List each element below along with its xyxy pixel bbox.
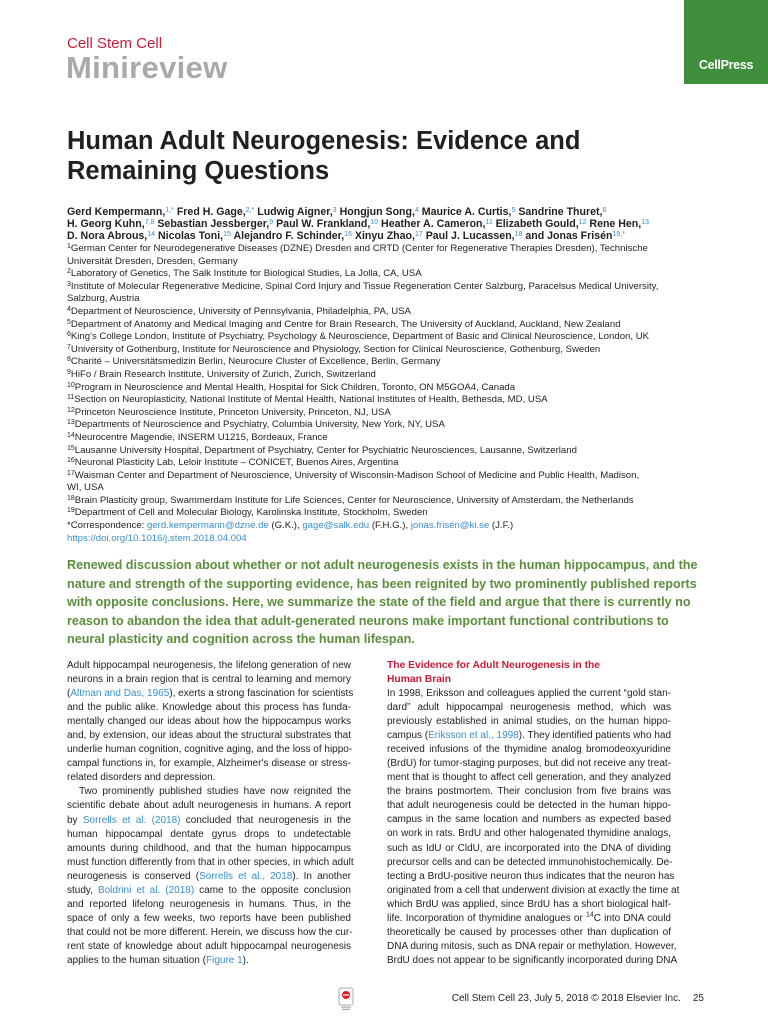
text-line	[67, 785, 351, 799]
author-name: Alejandro F. Schinder,	[230, 230, 345, 242]
author-affiliation-ref[interactable]: 18	[514, 231, 523, 238]
text-run: originated from a cell that underwent division at exactly the time at	[387, 884, 680, 896]
text-run: neurons in a brain region that is central to learning and memory	[67, 674, 351, 686]
text-run: rent state of knowledge about adult hippocampal neurogenesis	[67, 940, 351, 952]
affiliation	[67, 331, 707, 344]
affiliation	[67, 394, 707, 407]
text-run: theoretically be caused by processes other than duplication of	[387, 926, 671, 938]
author-affiliation-ref[interactable]: 5	[511, 207, 516, 214]
correspondence-initials: (G.K.),	[268, 520, 303, 532]
text-line	[67, 898, 351, 912]
body-paragraph	[67, 785, 354, 968]
text-line	[67, 771, 351, 785]
section-heading-line: The Evidence for Adult Neurogenesis in the	[387, 660, 601, 671]
text-line	[387, 687, 671, 701]
affiliation	[67, 432, 707, 445]
text-run: life. Incorporation of thymidine analogues or	[387, 912, 586, 924]
text-line	[387, 729, 671, 743]
affiliation-text: Section on Neuroplasticity, National Institute of Mental Health, National Institutes of Health, Bethesda, MD, USA	[74, 394, 548, 406]
affiliation-number: 15	[67, 444, 75, 452]
author-affiliation-ref[interactable]: 17	[414, 231, 423, 238]
correspondence-label: *Correspondence:	[67, 520, 147, 532]
text-line	[67, 842, 351, 856]
text-run: C into DNA could	[593, 912, 671, 924]
text-line	[387, 940, 677, 954]
author-affiliation-ref[interactable]: 2,*	[245, 207, 255, 214]
affiliation-number: 16	[67, 457, 75, 465]
text-run: which BrdU was applied, since BrdU has a short biological half-	[387, 898, 671, 910]
affiliation-text: King's College London, Institute of Psychiatry, Psychology & Neuroscience, Department of Basic and Clinical Neuroscience, London, UK	[70, 331, 650, 343]
text-run: the brains postmortem. Their conclusion from five brains was	[387, 786, 671, 798]
text-run: concluded that neurogenesis in the	[180, 814, 352, 826]
author-line	[67, 218, 707, 230]
text-run: campus in the same location and numbers as expected based	[387, 814, 671, 826]
text-run: ).	[242, 954, 249, 966]
citation-link[interactable]: Sorrells et al., 2018	[199, 870, 293, 882]
affiliation-number: 14	[67, 431, 75, 439]
text-line	[387, 701, 671, 715]
text-run: ), exerts a strong fascination for scientists	[169, 688, 354, 700]
text-run: previously established in animal studies, on the human hippo-	[387, 716, 671, 728]
text-run: received infusions of the thymidine analog bromodeoxyuridine	[387, 744, 671, 756]
affiliation	[67, 293, 707, 306]
email-link[interactable]: gerd.kempermann@dzne.de	[147, 520, 269, 532]
text-run: underlie human cognition, cognitive aging, and the loss of hippo-	[67, 744, 353, 756]
affiliation	[67, 445, 707, 458]
text-line	[67, 926, 351, 940]
author-name: D. Nora Abrous,	[67, 230, 148, 242]
text-line	[67, 687, 354, 701]
author-name: Elizabeth Gould,	[492, 218, 579, 230]
text-line	[387, 827, 671, 841]
affiliation-number: 3	[67, 280, 71, 288]
affiliation-number: 18	[67, 494, 75, 502]
author-name: Ludwig Aigner,	[254, 206, 333, 218]
article-title	[67, 126, 587, 186]
author-name: and Jonas Frisén	[522, 230, 613, 242]
author-affiliation-ref[interactable]: 14	[147, 231, 156, 238]
text-run: that adult neurogenesis could be detected in the human hippo-	[387, 800, 671, 812]
text-line	[387, 813, 671, 827]
affiliations-block	[67, 243, 707, 545]
text-run: campal functions in, for example, Alzheimer's disease or stress-	[67, 758, 351, 770]
affiliation	[67, 306, 707, 319]
text-line	[387, 743, 671, 757]
text-line	[387, 884, 680, 898]
author-affiliation-ref[interactable]: 13	[641, 219, 650, 226]
text-line	[67, 659, 351, 673]
author-name: Xinyu Zhao,	[351, 230, 415, 242]
author-name: Maurice A. Curtis,	[418, 206, 512, 218]
title-line: Remaining Questions	[67, 157, 330, 185]
text-run: must function differently from that in other species, in which adult	[67, 856, 354, 868]
text-line	[67, 673, 351, 687]
author-affiliation-ref[interactable]: 16	[344, 231, 352, 238]
citation-link[interactable]: Altman and Das, 1965	[70, 688, 170, 700]
article-type-label: Minireview	[66, 50, 228, 85]
doi-link[interactable]: https://doi.org/10.1016/j.stem.2018.04.004	[67, 532, 247, 544]
text-line	[67, 715, 351, 729]
citation-link[interactable]: Figure 1	[205, 954, 243, 966]
text-run: BrdU does not appear to be significantly incorporated during DNA	[387, 954, 678, 966]
author-affiliation-ref[interactable]: 11	[485, 219, 493, 226]
affiliation-number: 7	[67, 343, 71, 351]
text-run: neurogenesis is conserved (	[67, 870, 200, 882]
affiliation	[67, 482, 707, 495]
text-run: ). In another	[292, 870, 351, 882]
author-affiliation-ref[interactable]: 7,8	[144, 219, 155, 226]
text-run: applies to the human situation (	[67, 954, 206, 966]
text-line	[387, 870, 675, 884]
affiliation-text: Brain Plasticity group, Swammerdam Institute for Life Sciences, Center for Neuroscience, University of Amsterdam, the Netherlands	[74, 494, 634, 506]
text-line	[67, 856, 354, 870]
author-affiliation-ref[interactable]: 12	[578, 219, 587, 226]
affiliation	[67, 382, 707, 395]
text-line	[387, 898, 671, 912]
affiliation-number: 17	[67, 469, 75, 477]
author-name: Gerd Kempermann,	[67, 206, 166, 218]
affiliation	[67, 356, 707, 369]
text-run: space of only a few weeks, two reports have been published	[67, 912, 351, 924]
text-run: DNA during mitosis, such as DNA repair or methylation. However,	[387, 940, 677, 952]
affiliation-number: 10	[67, 381, 75, 389]
footer-citation: Cell Stem Cell 23, July 5, 2018 © 2018 Elsevier Inc.	[451, 993, 681, 1004]
page-number: 25	[692, 993, 704, 1004]
text-run: In 1998, Eriksson and colleagues applied the current “gold stan-	[387, 688, 671, 699]
author-affiliation-ref[interactable]: 19,*	[612, 231, 625, 238]
affiliation-text: German Center for Neurodegenerative Diseases (DZNE) Dresden and CRTD (Center for Regenerative Therapies Dresden), Technische	[70, 243, 648, 254]
affiliation-text: Neurocentre Magendie, INSERM U1215, Bordeaux, France	[74, 431, 328, 443]
text-run: that could not be more different. Herein, we discuss how the cur-	[67, 926, 353, 938]
crossmark-icon[interactable]	[338, 987, 354, 1011]
affiliation-text: Department of Neuroscience, University of Pennsylvania, Philadelphia, PA, USA	[70, 305, 411, 317]
correspondence-initials: (J.F.)	[489, 520, 514, 532]
author-name: Paul J. Lucassen,	[422, 230, 515, 242]
text-line	[67, 799, 351, 813]
summary-text: Renewed discussion about whether or not adult neurogenesis exists in the human hippocampus, and the nature and strength of the supporting evidence, has been reignited by two prominently published reports with opposite conclusions. Here, we summarize the state of the field and argue that there is currently no reason to abandon the idea that adult-generated neurons make important functional contributions to neural plasticity and cognition across the human lifespan.	[67, 558, 698, 646]
affiliation-text: Neuronal Plasticity Lab, Leloir Institute – CONICET, Buenos Aires, Argentina	[74, 457, 399, 469]
affiliation-text: HiFo / Brain Research Institute, University of Zurich, Zurich, Switzerland	[70, 368, 376, 380]
doi-line	[67, 533, 707, 546]
text-line	[67, 757, 351, 771]
text-run: Two prominently published studies have now reignited the	[79, 786, 351, 798]
affiliation-text: Department of Cell and Molecular Biology, Karolinska Institute, Stockholm, Sweden	[74, 507, 428, 519]
affiliation-text: WI, USA	[67, 482, 104, 494]
author-affiliation-ref[interactable]: 9	[269, 219, 274, 226]
affiliation-text: Departments of Neuroscience and Psychiatry, Columbia University, New York, NY, USA	[74, 419, 445, 431]
affiliation	[67, 268, 707, 281]
affiliation-text: Universität Dresden, Dresden, Germany	[67, 255, 238, 267]
affiliation-number: 1	[67, 243, 71, 250]
citation-link[interactable]: Eriksson et al., 1998	[428, 730, 519, 742]
affiliation-number: 9	[67, 368, 71, 376]
affiliation-number: 19	[67, 507, 75, 515]
text-run: study,	[67, 884, 98, 896]
text-line	[67, 828, 351, 842]
author-affiliation-ref[interactable]: 6	[602, 207, 607, 214]
text-run: by	[67, 814, 83, 826]
text-run: dard” adult hippocampal neurogenesis method, which was	[387, 702, 671, 714]
text-run: on work in rats. BrdU and other halogenated thymidine analogs,	[387, 828, 671, 840]
text-line	[387, 856, 671, 870]
text-run: human hippocampal dentate gyrus drops to undetectable	[67, 828, 351, 840]
affiliation-number: 6	[67, 331, 71, 339]
body-paragraph	[67, 659, 354, 785]
text-run: and reported lifelong neurogenesis in humans. Thus, in the	[67, 898, 351, 910]
affiliation-number: 4	[67, 305, 71, 313]
affiliation	[67, 344, 707, 357]
text-run: (	[67, 688, 71, 700]
author-line	[67, 206, 707, 218]
text-line	[67, 814, 351, 828]
text-line	[387, 771, 671, 785]
affiliation	[67, 407, 707, 420]
author-name: Hongjun Song,	[336, 206, 415, 218]
correspondence-line	[67, 520, 707, 533]
body-column-right	[387, 659, 680, 968]
affiliation-text: Charité – Universitätsmedizin Berlin, Neurocure Cluster of Excellence, Berlin, Germany	[70, 356, 441, 368]
affiliation	[67, 256, 707, 269]
body-paragraph	[387, 687, 680, 968]
text-run: came to the opposite conclusion	[194, 884, 351, 896]
affiliation-text: Waisman Center and Department of Neuroscience, University of Wisconsin-Madison School of Medicine and Public Health, Madison,	[74, 469, 640, 481]
text-line	[67, 912, 351, 926]
author-name: Sandrine Thuret,	[515, 206, 603, 218]
author-affiliation-ref[interactable]: 15	[223, 231, 231, 238]
affiliation-text: Salzburg, Austria	[67, 293, 140, 305]
affiliation-text: Institute of Molecular Regenerative Medicine, Spinal Cord Injury and Tissue Regeneration Center Salzburg, Paracelsus Medical University,	[70, 280, 659, 292]
text-line	[67, 884, 351, 898]
text-line	[387, 785, 671, 799]
affiliation-number: 12	[67, 406, 75, 414]
section-heading-line: Human Brain	[387, 674, 452, 685]
text-run: mentally changed our ideas about how the hippocampus works	[67, 716, 351, 728]
cellpress-badge[interactable]	[684, 0, 768, 84]
affiliation	[67, 369, 707, 382]
author-name: Nicolas Toni,	[155, 230, 224, 242]
affiliation-text: Program in Neuroscience and Mental Health, Hospital for Sick Children, Toronto, ON M5GOA4, Canada	[74, 381, 516, 393]
correspondence-initials: (F.H.G.),	[369, 520, 411, 532]
body-column-left	[67, 659, 354, 968]
affiliation	[67, 281, 707, 294]
author-line	[67, 230, 707, 242]
text-line	[387, 926, 671, 940]
text-line	[67, 954, 351, 968]
author-name: Paul W. Frankland,	[273, 218, 371, 230]
author-name: Heather A. Cameron,	[378, 218, 486, 230]
author-list	[67, 206, 707, 242]
text-run: and, by extension, our ideas about the structural substrates that	[67, 730, 351, 742]
affiliation-text: University of Gothenburg, Institute for Neuroscience and Physiology, Section for Clinical Neuroscience, Gothenburg, Sweden	[70, 343, 601, 355]
text-run: tecting a BrdU-positive neuron thus indicates that the neuron has	[387, 870, 675, 882]
text-run: campus (	[387, 730, 429, 742]
text-line	[387, 799, 671, 813]
title-line: Human Adult Neurogenesis: Evidence and	[67, 127, 581, 155]
superscript: 14	[585, 911, 594, 919]
author-name: H. Georg Kuhn,	[67, 218, 145, 230]
text-run: related disorders and depression.	[67, 772, 216, 784]
page-footer	[400, 993, 704, 1004]
affiliation-text: Laboratory of Genetics, The Salk Institute for Biological Studies, La Jolla, CA, USA	[70, 268, 422, 280]
affiliation-number: 2	[67, 268, 71, 276]
email-link[interactable]: gage@salk.edu	[302, 520, 370, 532]
affiliation-list	[67, 243, 707, 520]
author-affiliation-ref[interactable]: 10	[370, 219, 379, 226]
text-line	[67, 743, 351, 757]
affiliation	[67, 507, 707, 520]
affiliation-text: Princeton Neuroscience Institute, Princeton University, Princeton, NJ, USA	[74, 406, 391, 418]
affiliation	[67, 457, 707, 470]
author-name: Fred H. Gage,	[173, 206, 246, 218]
affiliation-number: 11	[67, 394, 75, 402]
text-line	[387, 912, 671, 926]
author-affiliation-ref[interactable]: 1,*	[165, 207, 174, 214]
text-run: and the public alike. Knowledge about this process has funda-	[67, 702, 351, 714]
text-run: Adult hippocampal neurogenesis, the lifelong generation of new	[67, 660, 351, 671]
affiliation	[67, 495, 707, 508]
author-name: Rene Hen,	[586, 218, 642, 230]
journal-name: Cell Stem Cell	[67, 35, 163, 52]
affiliation	[67, 319, 707, 332]
text-line	[67, 729, 351, 743]
text-line	[67, 870, 351, 884]
affiliation-text: Department of Anatomy and Medical Imaging and Centre for Brain Research, The University of Auckland, Auckland, New Zealand	[70, 318, 621, 330]
author-affiliation-ref[interactable]: 3	[332, 207, 337, 214]
affiliation-text: Lausanne University Hospital, Department of Psychiatry, Center for Psychiatric Neurosciences, Lausanne, Switzerland	[74, 444, 577, 456]
text-run: amounts during childhood, and that the human hippocampus	[67, 842, 351, 854]
citation-link[interactable]: Boldrini et al. (2018)	[97, 884, 195, 896]
text-line	[387, 954, 678, 968]
text-run: precursor cells and can be detected immunohistochemically. De-	[387, 856, 673, 868]
cellpress-logo: CellPress	[698, 58, 754, 72]
affiliation	[67, 419, 707, 432]
affiliation-number: 8	[67, 356, 71, 364]
text-line	[67, 940, 351, 954]
author-name: Sebastian Jessberger,	[154, 218, 270, 230]
affiliation	[67, 470, 707, 483]
email-link[interactable]: jonas.frisén@ki.se	[410, 520, 490, 532]
text-line	[387, 842, 671, 856]
section-heading	[387, 659, 671, 687]
text-line	[387, 715, 671, 729]
text-line	[387, 757, 671, 771]
text-run: ). They identified patients who had	[518, 730, 672, 742]
citation-link[interactable]: Sorrells et al. (2018)	[82, 814, 181, 826]
text-run: (BrdU) for tumor-staging purposes, but did not receive any treat-	[387, 758, 672, 770]
affiliation-number: 5	[67, 318, 71, 326]
text-run: ment that is thought to affect cell generation, and they analyzed	[387, 772, 671, 784]
text-run: scientific debate about adult neurogenesis in humans. A report	[67, 800, 351, 812]
affiliation-number: 13	[67, 419, 75, 427]
text-run: such as IdU or CldU, are incorporated into the DNA of dividing	[387, 842, 671, 854]
affiliation	[67, 243, 707, 256]
author-affiliation-ref[interactable]: 4	[414, 207, 419, 214]
text-line	[67, 701, 351, 715]
